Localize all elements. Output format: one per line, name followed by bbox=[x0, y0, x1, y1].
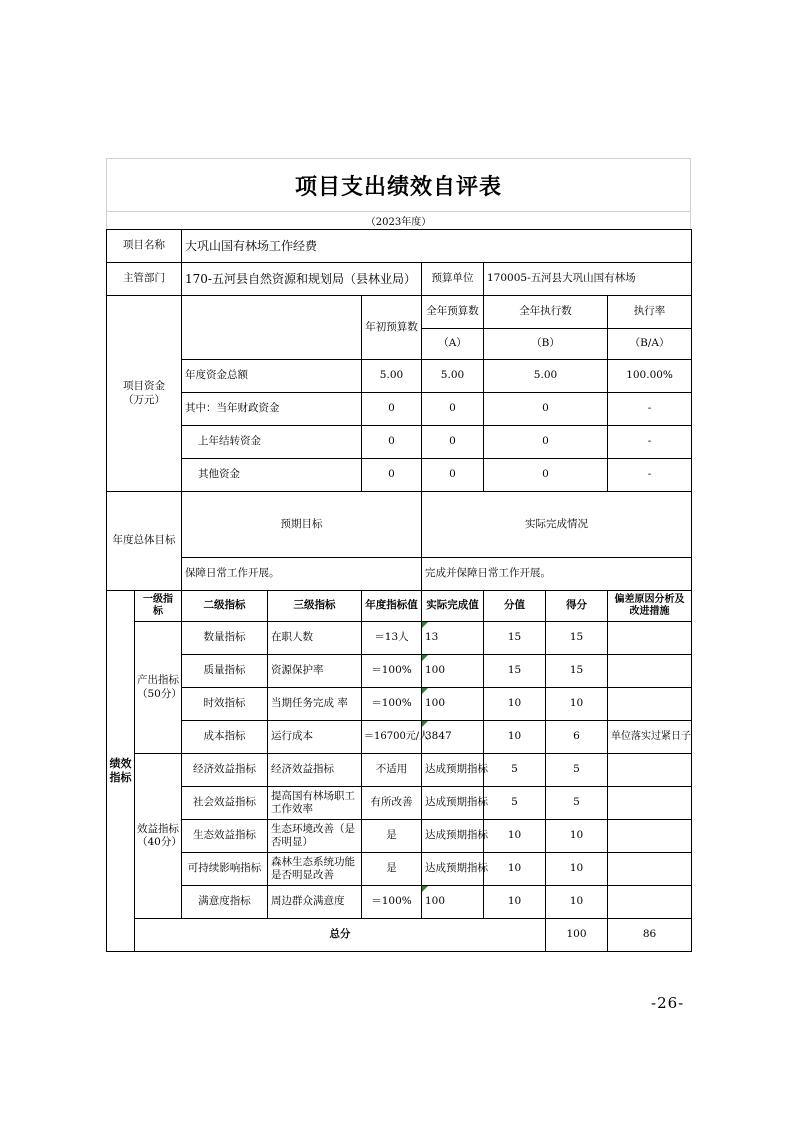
evaluation-sheet bbox=[106, 158, 691, 952]
perf-group-label: 效益指标 （40分） bbox=[135, 754, 182, 919]
total-score: 100 bbox=[546, 919, 608, 952]
perf-actual: 达成预期指标 bbox=[422, 787, 484, 820]
perf-l3: 资源保护率 bbox=[268, 655, 362, 688]
perf-header-note: 偏差原因分析及 改进措施 bbox=[608, 591, 692, 622]
funds-label: 项目资金 （万元） bbox=[107, 296, 182, 492]
perf-score: 15 bbox=[484, 655, 546, 688]
perf-got: 10 bbox=[546, 886, 608, 919]
perf-header-actual: 实际完成值 bbox=[422, 591, 484, 622]
perf-header-l1: 一级指 标 bbox=[135, 591, 182, 622]
perf-note bbox=[608, 754, 692, 787]
perf-l2: 成本指标 bbox=[182, 721, 268, 754]
perf-note: 单位落实过紧日子 bbox=[608, 721, 692, 754]
perf-l3: 提高国有林场职工工作效率 bbox=[268, 787, 362, 820]
actual-completion-header: 实际完成情况 bbox=[422, 492, 692, 558]
expected-goal-header: 预期目标 bbox=[182, 492, 422, 558]
fund-full: 0 bbox=[422, 393, 484, 426]
perf-note bbox=[608, 886, 692, 919]
perf-header-l3: 三级指标 bbox=[268, 591, 362, 622]
full-exec-header: 全年执行数 bbox=[484, 296, 608, 329]
perf-l2: 质量指标 bbox=[182, 655, 268, 688]
fund-rate: 100.00% bbox=[608, 360, 692, 393]
perf-target: ＝100% bbox=[362, 886, 422, 919]
perf-l2: 时效指标 bbox=[182, 688, 268, 721]
perf-target: ＝16700元/人 bbox=[362, 721, 422, 754]
fund-exec: 0 bbox=[484, 393, 608, 426]
actual-completion-text: 完成并保障日常工作开展。 bbox=[422, 558, 692, 591]
total-got: 86 bbox=[608, 919, 692, 952]
fund-full: 0 bbox=[422, 459, 484, 492]
perf-actual: 100 bbox=[422, 886, 484, 919]
fund-initial: 0 bbox=[362, 393, 422, 426]
perf-header-score: 分值 bbox=[484, 591, 546, 622]
fund-exec: 5.00 bbox=[484, 360, 608, 393]
budget-unit-label: 预算单位 bbox=[422, 263, 484, 296]
perf-score: 10 bbox=[484, 853, 546, 886]
perf-actual: 100 bbox=[422, 655, 484, 688]
perf-score: 10 bbox=[484, 820, 546, 853]
perf-actual: 100 bbox=[422, 688, 484, 721]
perf-l3: 周边群众满意度 bbox=[268, 886, 362, 919]
col-b-label: （B） bbox=[484, 329, 608, 360]
perf-note bbox=[608, 787, 692, 820]
perf-l3: 当期任务完成 率 bbox=[268, 688, 362, 721]
perf-got: 10 bbox=[546, 820, 608, 853]
perf-l3: 经济效益指标 bbox=[268, 754, 362, 787]
perf-actual: 达成预期指标 bbox=[422, 754, 484, 787]
perf-header-got: 得分 bbox=[546, 591, 608, 622]
perf-note bbox=[608, 655, 692, 688]
perf-score: 10 bbox=[484, 688, 546, 721]
perf-l2: 满意度指标 bbox=[182, 886, 268, 919]
perf-header-l2: 二级指标 bbox=[182, 591, 268, 622]
fund-initial: 5.00 bbox=[362, 360, 422, 393]
perf-score: 10 bbox=[484, 886, 546, 919]
perf-target: ＝100% bbox=[362, 688, 422, 721]
perf-got: 6 bbox=[546, 721, 608, 754]
exec-rate-header: 执行率 bbox=[608, 296, 692, 329]
perf-score: 15 bbox=[484, 622, 546, 655]
perf-got: 5 bbox=[546, 787, 608, 820]
fund-initial: 0 bbox=[362, 426, 422, 459]
perf-l2: 经济效益指标 bbox=[182, 754, 268, 787]
budget-unit-value: 170005-五河县大巩山国有林场 bbox=[484, 263, 692, 296]
perf-note bbox=[608, 688, 692, 721]
perf-target: ＝100% bbox=[362, 655, 422, 688]
perf-target: 是 bbox=[362, 853, 422, 886]
form-title: 项目支出绩效自评表 bbox=[106, 158, 691, 212]
project-name-label: 项目名称 bbox=[107, 230, 182, 263]
full-budget-header: 全年预算数 bbox=[422, 296, 484, 329]
fund-row-name: 其他资金 bbox=[182, 459, 362, 492]
perf-got: 10 bbox=[546, 688, 608, 721]
perf-actual: 达成预期指标 bbox=[422, 853, 484, 886]
evaluation-table bbox=[106, 229, 692, 952]
perf-target: 是 bbox=[362, 820, 422, 853]
dept-value: 170-五河县自然资源和规划局（县林业局） bbox=[182, 263, 422, 296]
perf-actual: 3847 bbox=[422, 721, 484, 754]
fund-rate: - bbox=[608, 393, 692, 426]
fund-initial: 0 bbox=[362, 459, 422, 492]
fund-exec: 0 bbox=[484, 459, 608, 492]
fund-full: 5.00 bbox=[422, 360, 484, 393]
form-year: （2023年度） bbox=[106, 212, 691, 229]
perf-got: 10 bbox=[546, 853, 608, 886]
total-label: 总分 bbox=[135, 919, 546, 952]
expected-goal-text: 保障日常工作开展。 bbox=[182, 558, 422, 591]
perf-score: 10 bbox=[484, 721, 546, 754]
perf-l3: 生态环境改善（是否明显） bbox=[268, 820, 362, 853]
perf-got: 15 bbox=[546, 622, 608, 655]
perf-got: 5 bbox=[546, 754, 608, 787]
dept-label: 主管部门 bbox=[107, 263, 182, 296]
perf-l3: 森林生态系统功能是否明显改善 bbox=[268, 853, 362, 886]
perf-target: 不适用 bbox=[362, 754, 422, 787]
perf-l3: 在职人数 bbox=[268, 622, 362, 655]
fund-row-name: 其中：当年财政资金 bbox=[182, 393, 362, 426]
fund-rate: - bbox=[608, 426, 692, 459]
perf-target: ＝13人 bbox=[362, 622, 422, 655]
perf-score: 5 bbox=[484, 787, 546, 820]
perf-actual: 达成预期指标 bbox=[422, 820, 484, 853]
perf-got: 15 bbox=[546, 655, 608, 688]
perf-note bbox=[608, 853, 692, 886]
perf-l2: 可持续影响指标 bbox=[182, 853, 268, 886]
fund-row-name: 上年结转资金 bbox=[182, 426, 362, 459]
page-number: -26- bbox=[651, 994, 685, 1012]
perf-note bbox=[608, 622, 692, 655]
col-a-label: （A） bbox=[422, 329, 484, 360]
annual-goal-label: 年度总体目标 bbox=[107, 492, 182, 591]
perf-note bbox=[608, 820, 692, 853]
fund-row-name: 年度资金总额 bbox=[182, 360, 362, 393]
perf-l2: 社会效益指标 bbox=[182, 787, 268, 820]
perf-group-label: 产出指标 （50分） bbox=[135, 622, 182, 754]
project-name-value: 大巩山国有林场工作经费 bbox=[182, 230, 692, 263]
fund-rate: - bbox=[608, 459, 692, 492]
initial-budget-header: 年初预算数 bbox=[362, 296, 422, 360]
perf-score: 5 bbox=[484, 754, 546, 787]
perf-actual: 13 bbox=[422, 622, 484, 655]
fund-exec: 0 bbox=[484, 426, 608, 459]
perf-target: 有所改善 bbox=[362, 787, 422, 820]
perf-l3: 运行成本 bbox=[268, 721, 362, 754]
funds-blank-cell bbox=[182, 296, 362, 360]
perf-header-target: 年度指标值 bbox=[362, 591, 422, 622]
col-ba-label: （B/A） bbox=[608, 329, 692, 360]
fund-full: 0 bbox=[422, 426, 484, 459]
perf-section-label: 绩效 指标 bbox=[107, 591, 135, 952]
perf-l2: 数量指标 bbox=[182, 622, 268, 655]
perf-l2: 生态效益指标 bbox=[182, 820, 268, 853]
